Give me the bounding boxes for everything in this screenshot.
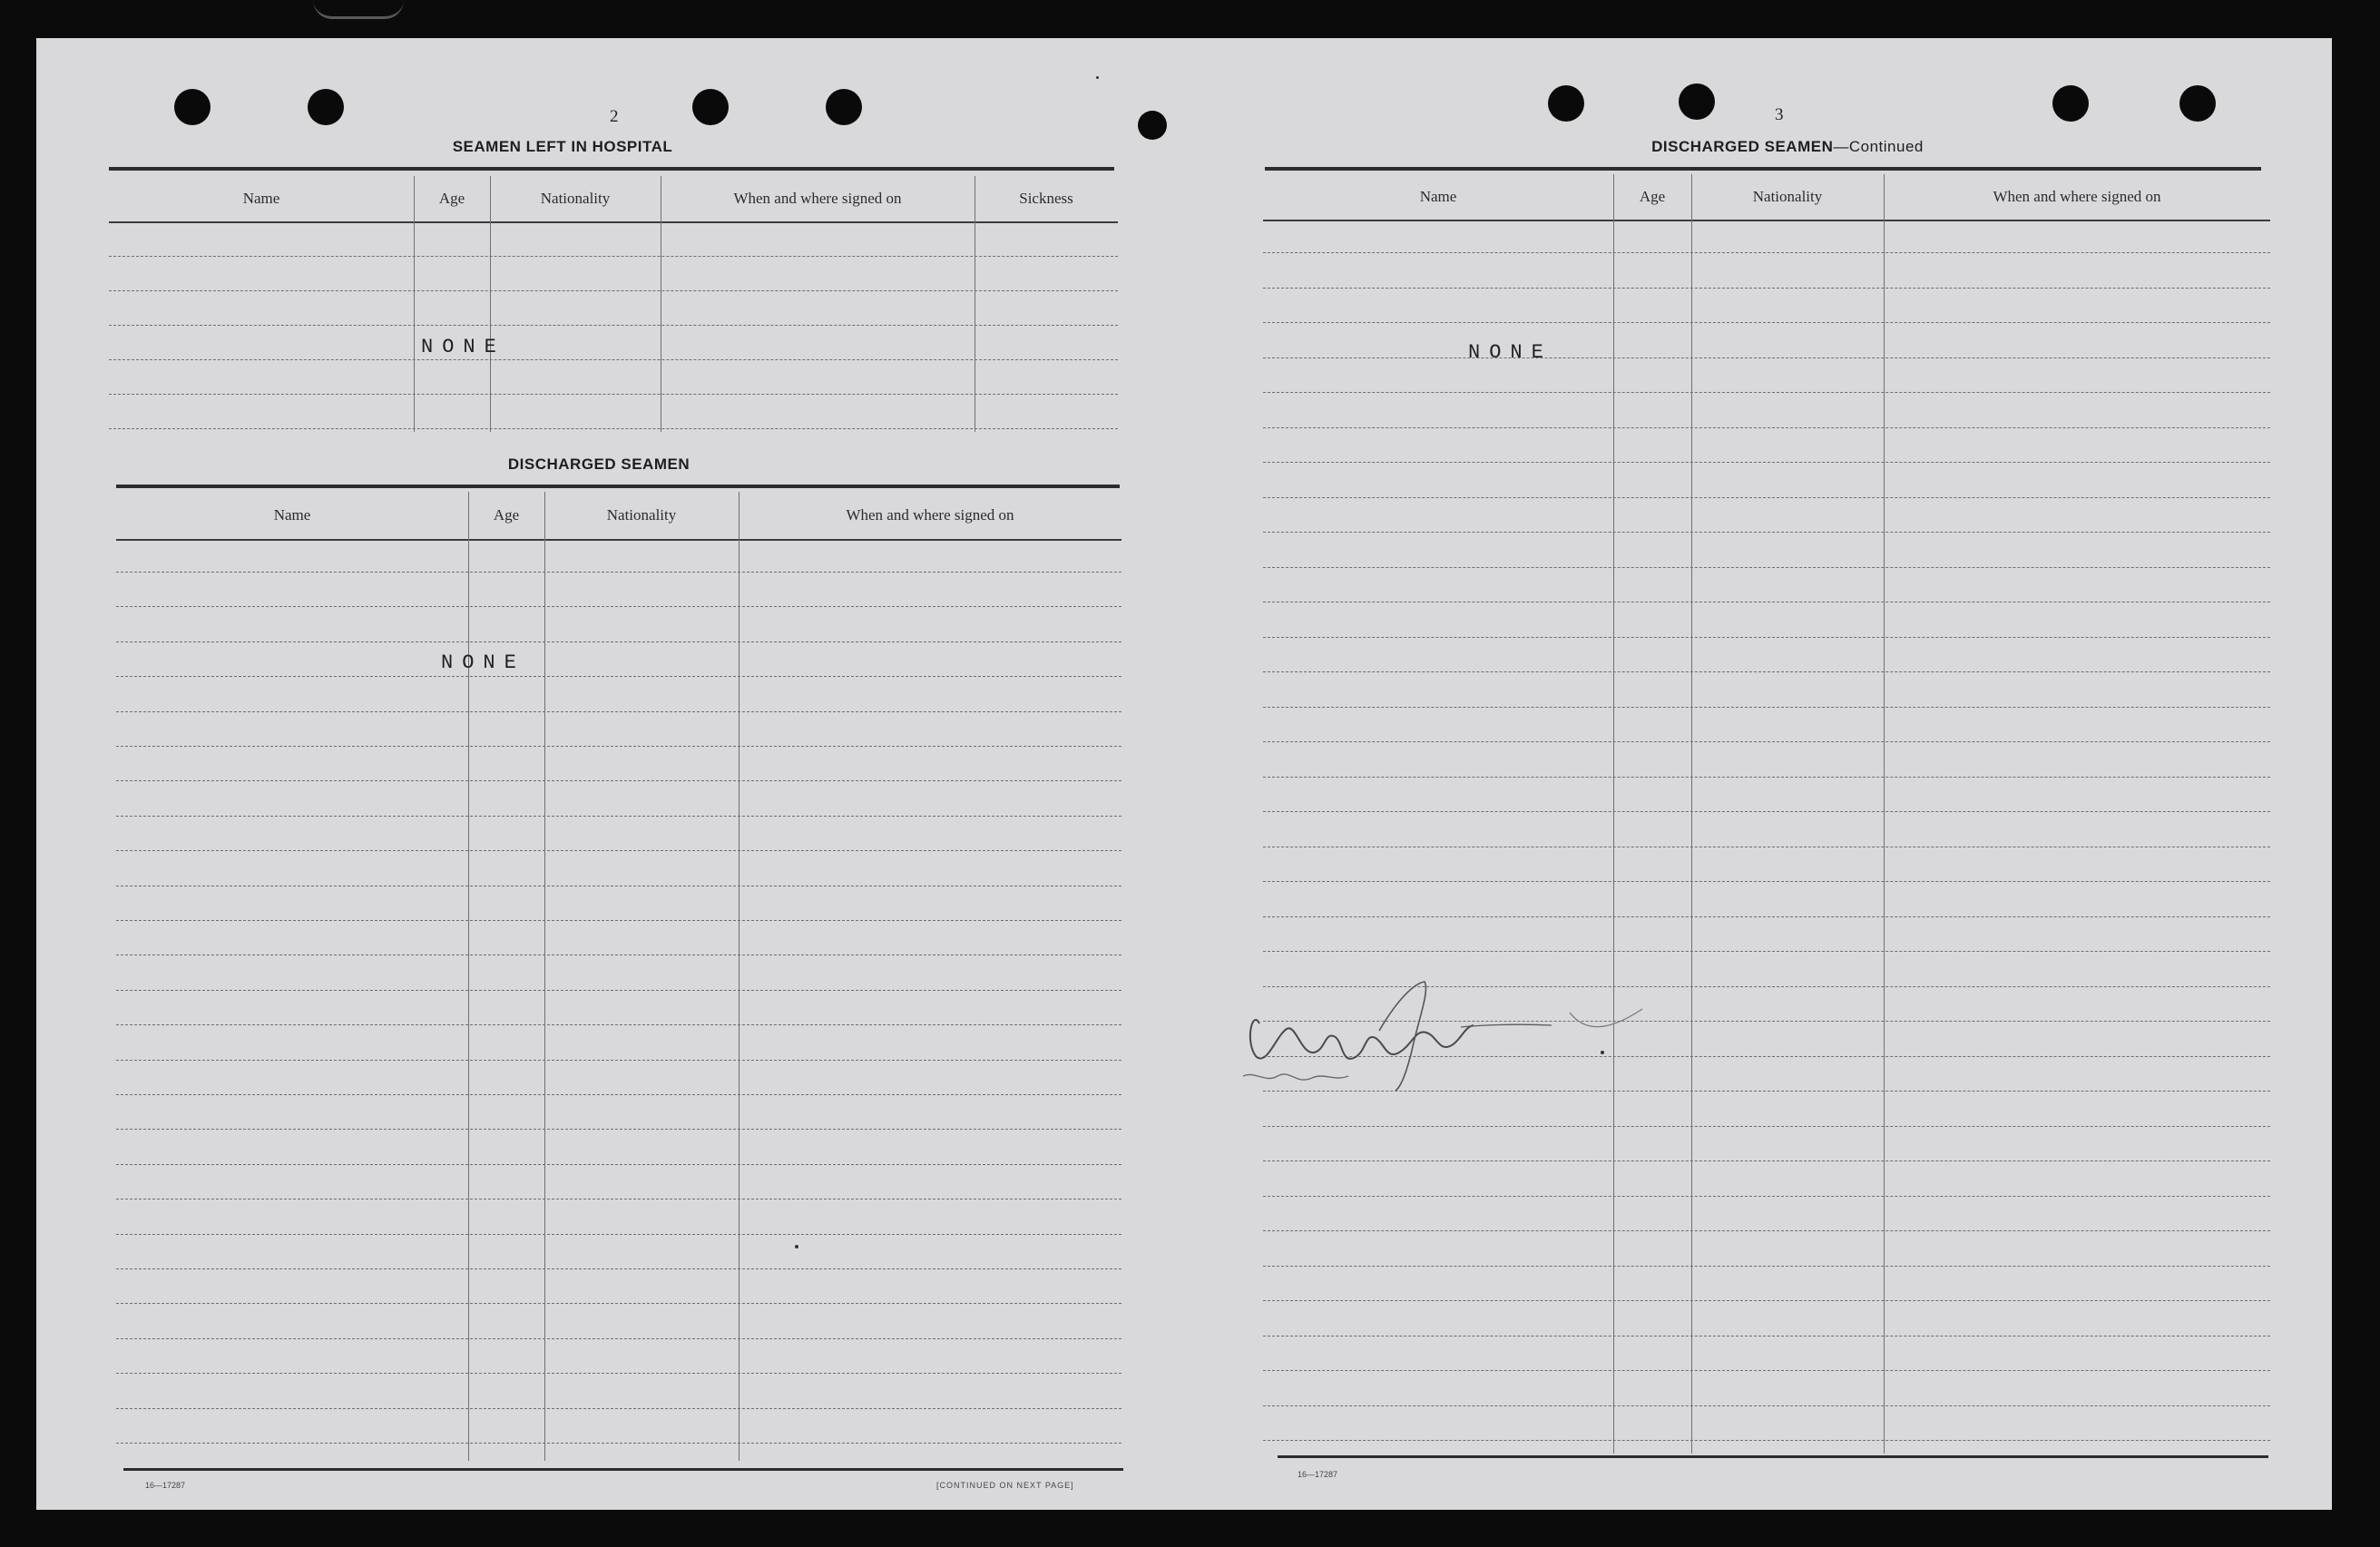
- form-number-right: 16—17287: [1298, 1470, 1338, 1479]
- column-header-name: Name: [1419, 188, 1457, 205]
- table-row: [109, 359, 1118, 360]
- table-row: [116, 1024, 1121, 1025]
- table-row: [116, 1164, 1121, 1165]
- column-header-nationality: Nationality: [540, 190, 611, 207]
- table-row: [1263, 322, 2270, 323]
- page-number-right: 3: [1775, 105, 1784, 124]
- table-header: [1263, 174, 2270, 221]
- ink-speck: [795, 1245, 798, 1248]
- page-number-left: 2: [610, 107, 619, 126]
- hospital-section-title: SEAMEN LEFT IN HOSPITAL: [452, 138, 673, 155]
- table-row: [1263, 637, 2270, 638]
- table-row: [109, 428, 1118, 429]
- hospital-table: [109, 176, 1118, 432]
- table-row: [116, 606, 1121, 607]
- punch-hole-icon: [2052, 85, 2089, 122]
- discharged-continued-table: [1263, 174, 2270, 1454]
- punch-hole-icon: [1138, 111, 1167, 140]
- table-row: [1263, 741, 2270, 742]
- table-row: [1263, 1300, 2270, 1301]
- table-row: [116, 641, 1121, 642]
- table-row: [1263, 567, 2270, 568]
- table-row: [116, 572, 1121, 573]
- form-number-left: 16—17287: [145, 1481, 186, 1490]
- punch-hole-icon: [1548, 85, 1584, 122]
- column-header-name: Name: [242, 190, 280, 207]
- table-row: [116, 746, 1121, 747]
- table-row: [1263, 462, 2270, 463]
- table-row: [116, 1373, 1121, 1374]
- table-row: [116, 990, 1121, 991]
- column-header-age: Age: [1639, 188, 1666, 205]
- column-divider: [544, 492, 545, 1461]
- discharged-table: [116, 492, 1121, 1461]
- table-row: [116, 1234, 1121, 1235]
- punch-hole-icon: [308, 89, 344, 125]
- table-row: [1263, 497, 2270, 498]
- divider: [116, 485, 1120, 488]
- table-row: [1263, 357, 2270, 358]
- table-row: [116, 1268, 1121, 1269]
- punch-hole-icon: [2179, 85, 2216, 122]
- divider: [1265, 167, 2261, 171]
- table-header: [116, 492, 1121, 541]
- table-row: [116, 1129, 1121, 1130]
- title-main: DISCHARGED SEAMEN: [1651, 138, 1834, 155]
- table-row: [1263, 1370, 2270, 1371]
- discharged-section-title: DISCHARGED SEAMEN: [507, 455, 690, 473]
- table-row: [1263, 916, 2270, 917]
- table-row: [1263, 1160, 2270, 1161]
- table-row: [1263, 811, 2270, 812]
- punch-hole-icon: [174, 89, 211, 125]
- table-row: [116, 850, 1121, 851]
- column-header-signed-on: When and where signed on: [733, 190, 902, 207]
- ink-speck: [1096, 76, 1099, 79]
- table-row: [1263, 671, 2270, 672]
- table-row: [116, 1060, 1121, 1061]
- divider: [109, 167, 1114, 171]
- table-row: [1263, 1405, 2270, 1406]
- table-row: [1263, 252, 2270, 253]
- divider: [1278, 1455, 2268, 1458]
- scan-edge-mark: [313, 0, 404, 19]
- typed-entry-none: NONE: [441, 651, 525, 674]
- column-header-sickness: Sickness: [1019, 190, 1073, 207]
- table-row: [1263, 1230, 2270, 1231]
- column-header-nationality: Nationality: [606, 506, 677, 524]
- table-row: [116, 676, 1121, 677]
- table-row: [109, 394, 1118, 395]
- table-row: [1263, 881, 2270, 882]
- table-row: [1263, 1266, 2270, 1267]
- table-row: [116, 1094, 1121, 1095]
- column-header-signed-on: When and where signed on: [846, 506, 1014, 524]
- column-divider: [1613, 174, 1614, 1454]
- table-row: [1263, 288, 2270, 289]
- table-row: [116, 1408, 1121, 1409]
- table-row: [116, 816, 1121, 817]
- column-header-age: Age: [438, 190, 465, 207]
- column-header-age: Age: [493, 506, 520, 524]
- table-row: [116, 1338, 1121, 1339]
- typed-entry-none: NONE: [421, 336, 505, 358]
- column-divider: [468, 492, 469, 1461]
- continued-note: [CONTINUED ON NEXT PAGE]: [936, 1481, 1074, 1490]
- punch-hole-icon: [692, 89, 729, 125]
- column-divider: [1691, 174, 1692, 1454]
- title-continued: —Continued: [1833, 138, 1924, 155]
- divider: [123, 1468, 1123, 1471]
- table-row: [116, 711, 1121, 712]
- ledger-sheet: [36, 38, 2332, 1510]
- table-row: [109, 325, 1118, 326]
- table-row: [109, 256, 1118, 257]
- punch-hole-icon: [1679, 83, 1715, 120]
- table-row: [1263, 392, 2270, 393]
- table-row: [1263, 1440, 2270, 1441]
- table-row: [116, 920, 1121, 921]
- table-row: [116, 1443, 1121, 1444]
- column-header-nationality: Nationality: [1752, 188, 1823, 205]
- table-row: [116, 1303, 1121, 1304]
- column-header-name: Name: [273, 506, 311, 524]
- table-row: [1263, 1126, 2270, 1127]
- handwritten-signature: [1189, 973, 1660, 1100]
- column-header-signed-on: When and where signed on: [1993, 188, 2161, 205]
- typed-entry-none: NONE: [1468, 341, 1552, 364]
- table-row: [1263, 1196, 2270, 1197]
- table-row: [116, 780, 1121, 781]
- discharged-continued-title: [1533, 138, 2042, 156]
- table-row: [109, 290, 1118, 291]
- punch-hole-icon: [826, 89, 862, 125]
- table-row: [1263, 777, 2270, 778]
- column-divider: [1884, 174, 1885, 1454]
- table-header: [109, 176, 1118, 223]
- table-row: [1263, 532, 2270, 533]
- table-row: [1263, 951, 2270, 952]
- table-row: [1263, 707, 2270, 708]
- table-row: [1263, 427, 2270, 428]
